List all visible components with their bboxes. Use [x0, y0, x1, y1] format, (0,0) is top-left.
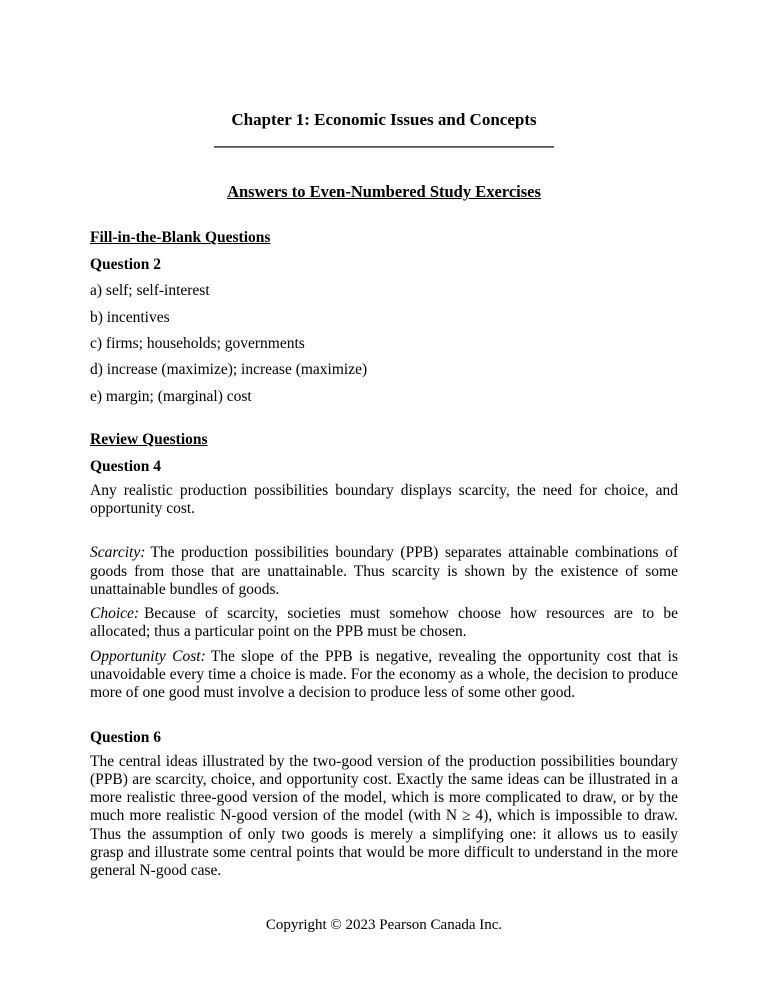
review-point-opportunity-cost: [90, 648, 678, 703]
question-4-label: Question 4: [90, 457, 162, 475]
answer-line-e: e) margin; (marginal) cost: [90, 387, 252, 405]
opportunity-cost-lead: Opportunity Cost:: [90, 647, 206, 665]
choice-lead: Choice:: [90, 605, 140, 623]
answer-line-b: b) incentives: [90, 308, 170, 326]
document-subtitle: Answers to Even-Numbered Study Exercises: [227, 182, 541, 202]
title-divider-line: ________________________________________: [214, 130, 554, 150]
scarcity-lead: Scarcity:: [90, 544, 146, 562]
answer-line-c: c) firms; households; governments: [90, 334, 305, 352]
section-heading-review-questions: Review Questions: [90, 430, 208, 448]
chapter-title: Chapter 1: Economic Issues and Concepts: [231, 110, 537, 129]
scarcity-text: The production possibilities boundary (PPB) separates attainable combinations of goods from those that are unattainable. Thus scarcity is shown by the existence of some unattainable bundles of goods.: [90, 544, 678, 598]
review-point-choice: [90, 605, 678, 642]
opportunity-cost-text: The slope of the PPB is negative, revealing the opportunity cost that is unavoidable every time a choice is made. For the economy as a whole, the decision to produce more of one good must involve a decision to produce less of some other good.: [90, 647, 678, 702]
copyright-footer: Copyright © 2023 Pearson Canada Inc.: [265, 917, 503, 933]
review-point-scarcity: [90, 544, 678, 599]
question-4-intro-paragraph: Any realistic production possibilities boundary displays scarcity, the need for choice, and opportunity cost.: [90, 481, 678, 518]
question-2-label: Question 2: [90, 256, 162, 274]
choice-text: Because of scarcity, societies must somehow choose how resources are to be allocated; thus a particular point on the PPB must be chosen.: [90, 605, 678, 641]
section-heading-fill-in-the-blank: Fill-in-the-Blank Questions: [90, 229, 271, 247]
answer-line-a: a) self; self-interest: [90, 282, 210, 300]
answer-line-d: d) increase (maximize); increase (maximize): [90, 361, 368, 379]
question-6-label: Question 6: [90, 728, 162, 746]
question-6-paragraph: The central ideas illustrated by the two-good version of the production possibilities boundary (PPB) are scarcity, choice, and opportunity cost. Exactly the same ideas can be illustrated in a more realistic three-good version of the model, which is more complicated to draw, or by the much more realistic N-good version of the model (with N ≥ 4), which is impossible to draw. Thus the assumption of only two goods is merely a simplifying one: it allows us to easily grasp and illustrate some central points that would be more difficult to understand in the more general N-good case.: [90, 752, 678, 880]
